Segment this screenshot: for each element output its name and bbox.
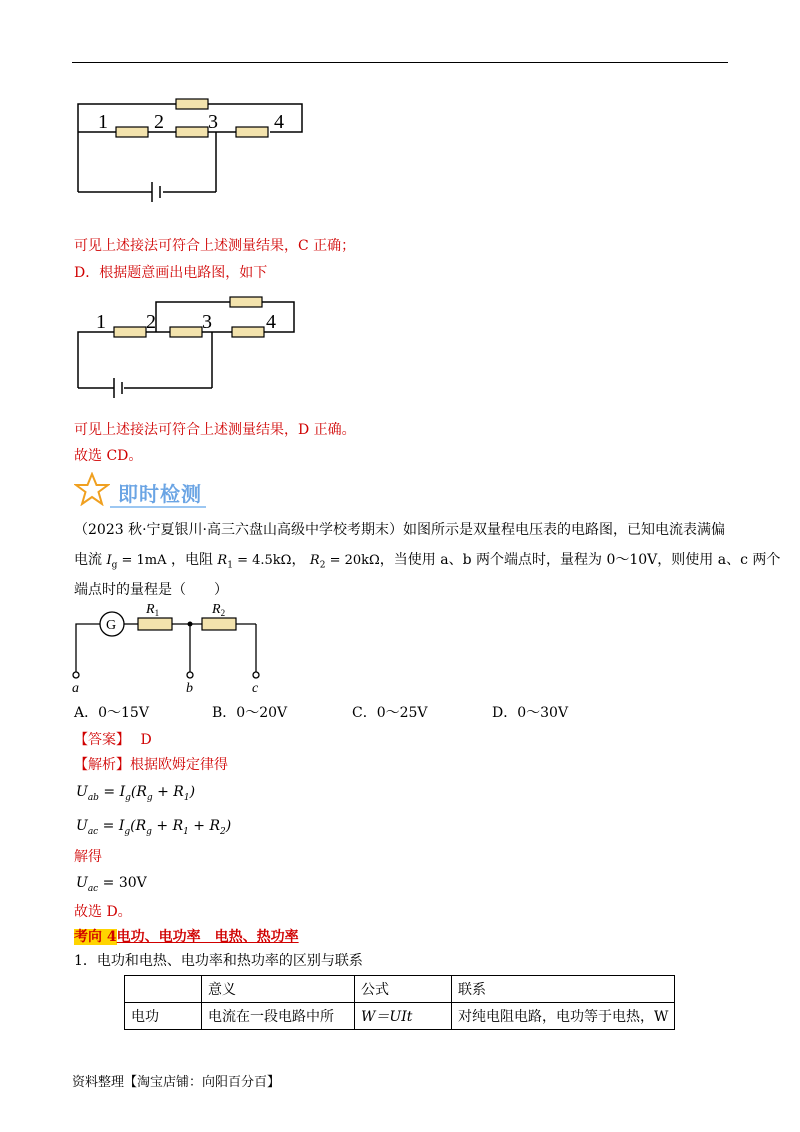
conclusion-c: 可见上述接法可符合上述测量结果，C 正确；: [74, 238, 356, 254]
option-c[interactable]: C．0～25V: [352, 705, 428, 721]
node-label-1: 1: [96, 311, 106, 333]
eq-paren: (R: [130, 784, 147, 800]
footer-note: 资料整理【淘宝店铺：向阳百分百】: [72, 1075, 281, 1090]
junction-dot: [188, 622, 193, 627]
option-d[interactable]: D．0～30V: [492, 705, 569, 721]
equation-uac: [76, 816, 231, 842]
eq-subscript: ab: [87, 792, 99, 803]
galvanometer-label: G: [106, 618, 117, 633]
answer-line: [74, 730, 152, 750]
star-icon: [74, 472, 110, 506]
eq-subscript: ac: [87, 883, 99, 894]
resistor: [170, 327, 202, 337]
eq-term: + R: [152, 784, 184, 800]
eq-subscript: 1: [183, 792, 190, 803]
r2-label-sub: 2: [220, 608, 226, 618]
separator: ，: [291, 552, 306, 568]
topic-heading: [74, 927, 299, 947]
text: ，电阻: [170, 552, 213, 568]
eq-rhs: = 30V: [98, 875, 147, 891]
eq-subscript: g: [125, 792, 131, 803]
node-label-1: 1: [98, 111, 108, 133]
point-1: 1．电功和电热、电功率和热功率的区别与联系: [74, 953, 363, 969]
analysis-text: 根据欧姆定律得: [130, 757, 228, 773]
option-a[interactable]: A．0～15V: [74, 705, 149, 721]
node-label-4: 4: [266, 311, 276, 333]
eq-symbol: U: [76, 818, 88, 834]
ig-symbol: [106, 553, 167, 571]
equation-result: [76, 873, 147, 899]
terminal-a-label: a: [72, 681, 79, 696]
eq-subscript: g: [124, 826, 131, 837]
table-cell: 电功: [125, 1003, 202, 1030]
r2-letter: R: [309, 553, 320, 568]
eq-subscript: ac: [87, 826, 99, 837]
r2-value: = 20kΩ: [325, 553, 380, 568]
eq-term: + R: [188, 818, 221, 834]
text: 电流: [74, 552, 102, 568]
resistor: [116, 127, 148, 137]
question-line-2: [74, 550, 780, 576]
option-b[interactable]: B．0～20V: [212, 705, 288, 721]
table-cell: W＝UIt: [355, 1003, 452, 1030]
terminal-c: [253, 672, 259, 678]
eq-rhs: = I: [98, 784, 126, 800]
circuit-diagram-2: [70, 290, 310, 400]
resistor: [114, 327, 146, 337]
r1-label: [145, 602, 159, 618]
eq-close: ): [189, 784, 196, 800]
r2-subscript: 2: [319, 560, 326, 571]
table-header-cell: [125, 976, 202, 1003]
terminal-a: [73, 672, 79, 678]
question-line-3: 端点时的量程是（ ）: [74, 582, 228, 598]
table-cell: 对纯电阻电路，电功等于电热，W: [452, 1003, 675, 1030]
eq-subscript: g: [146, 792, 153, 803]
ig-subscript: g: [111, 560, 118, 571]
answer-value: D: [140, 732, 152, 748]
r2-label-letter: R: [212, 602, 221, 617]
terminal-b-label: b: [186, 681, 193, 696]
conclusion-d: 可见上述接法可符合上述测量结果，D 正确。: [74, 422, 356, 438]
node-label-2: 2: [154, 111, 164, 133]
r1-label-sub: 1: [154, 608, 160, 618]
r2-label: [211, 602, 225, 618]
ig-letter: I: [106, 553, 112, 568]
topic-title: 电功、电功率 电热、热功率: [116, 929, 299, 945]
table-row: [125, 1003, 675, 1030]
eq-close: ): [225, 818, 232, 834]
node-label-3: 3: [202, 311, 212, 333]
table-header-row: [125, 976, 675, 1003]
eq-paren: (R: [130, 818, 147, 834]
table-header-cell: 公式: [355, 976, 452, 1003]
resistor: [176, 127, 208, 137]
r2-symbol: [309, 553, 380, 571]
voltmeter-circuit: [66, 600, 276, 696]
section-title: 即时检测: [118, 482, 202, 506]
r1-subscript: 1: [227, 560, 233, 571]
answer-tag: 【答案】: [74, 732, 130, 748]
question-line-1: （2023 秋·宁夏银川·高三六盘山高级中学校考期末）如图所示是双量程电压表的电路图，已知电流表满偏: [74, 522, 725, 538]
eq-term: + R: [151, 818, 184, 834]
table-header-cell: 联系: [452, 976, 675, 1003]
text: ，当使用 a、b 两个端点时，量程为 0～10V，则使用 a、c 两个: [379, 552, 781, 568]
r1-letter: R: [217, 553, 228, 568]
resistor: [236, 127, 268, 137]
node-label-3: 3: [208, 111, 218, 133]
final-choice-d: 故选 D。: [74, 904, 132, 920]
header-rule: [72, 62, 728, 63]
eq-subscript: 1: [183, 826, 189, 837]
r1-value: = 4.5kΩ: [232, 553, 292, 568]
node-label-4: 4: [274, 111, 284, 133]
ig-value: = 1mA: [117, 553, 167, 568]
eq-rhs: = I: [98, 818, 125, 834]
section-title-underline: [110, 506, 206, 508]
analysis-line: [74, 755, 228, 775]
resistor-r2: [202, 618, 236, 630]
node-label-2: 2: [146, 311, 156, 333]
table-header-cell: 意义: [202, 976, 355, 1003]
table-cell: 电流在一段电路中所: [202, 1003, 355, 1030]
r1-label-letter: R: [146, 602, 155, 617]
equation-uab: [76, 782, 195, 808]
resistor: [232, 327, 264, 337]
eq-symbol: U: [76, 875, 88, 891]
comparison-table: [124, 975, 675, 1030]
topic-tag: 考向 4: [74, 929, 117, 945]
terminal-c-label: c: [252, 681, 259, 696]
resistor-r1: [138, 618, 172, 630]
eq-symbol: U: [76, 784, 88, 800]
final-choice-cd: 故选 CD。: [74, 448, 143, 464]
terminal-b: [187, 672, 193, 678]
resistor: [230, 297, 262, 307]
eq-subscript: g: [146, 826, 152, 837]
r1-symbol: [217, 553, 292, 571]
resistor: [176, 99, 208, 109]
solve-label: 解得: [74, 849, 102, 865]
eq-subscript: 2: [220, 826, 226, 837]
option-d-intro: D．根据题意画出电路图，如下: [74, 265, 268, 281]
circuit-diagram-1: [70, 92, 310, 210]
analysis-tag: 【解析】: [74, 757, 130, 773]
